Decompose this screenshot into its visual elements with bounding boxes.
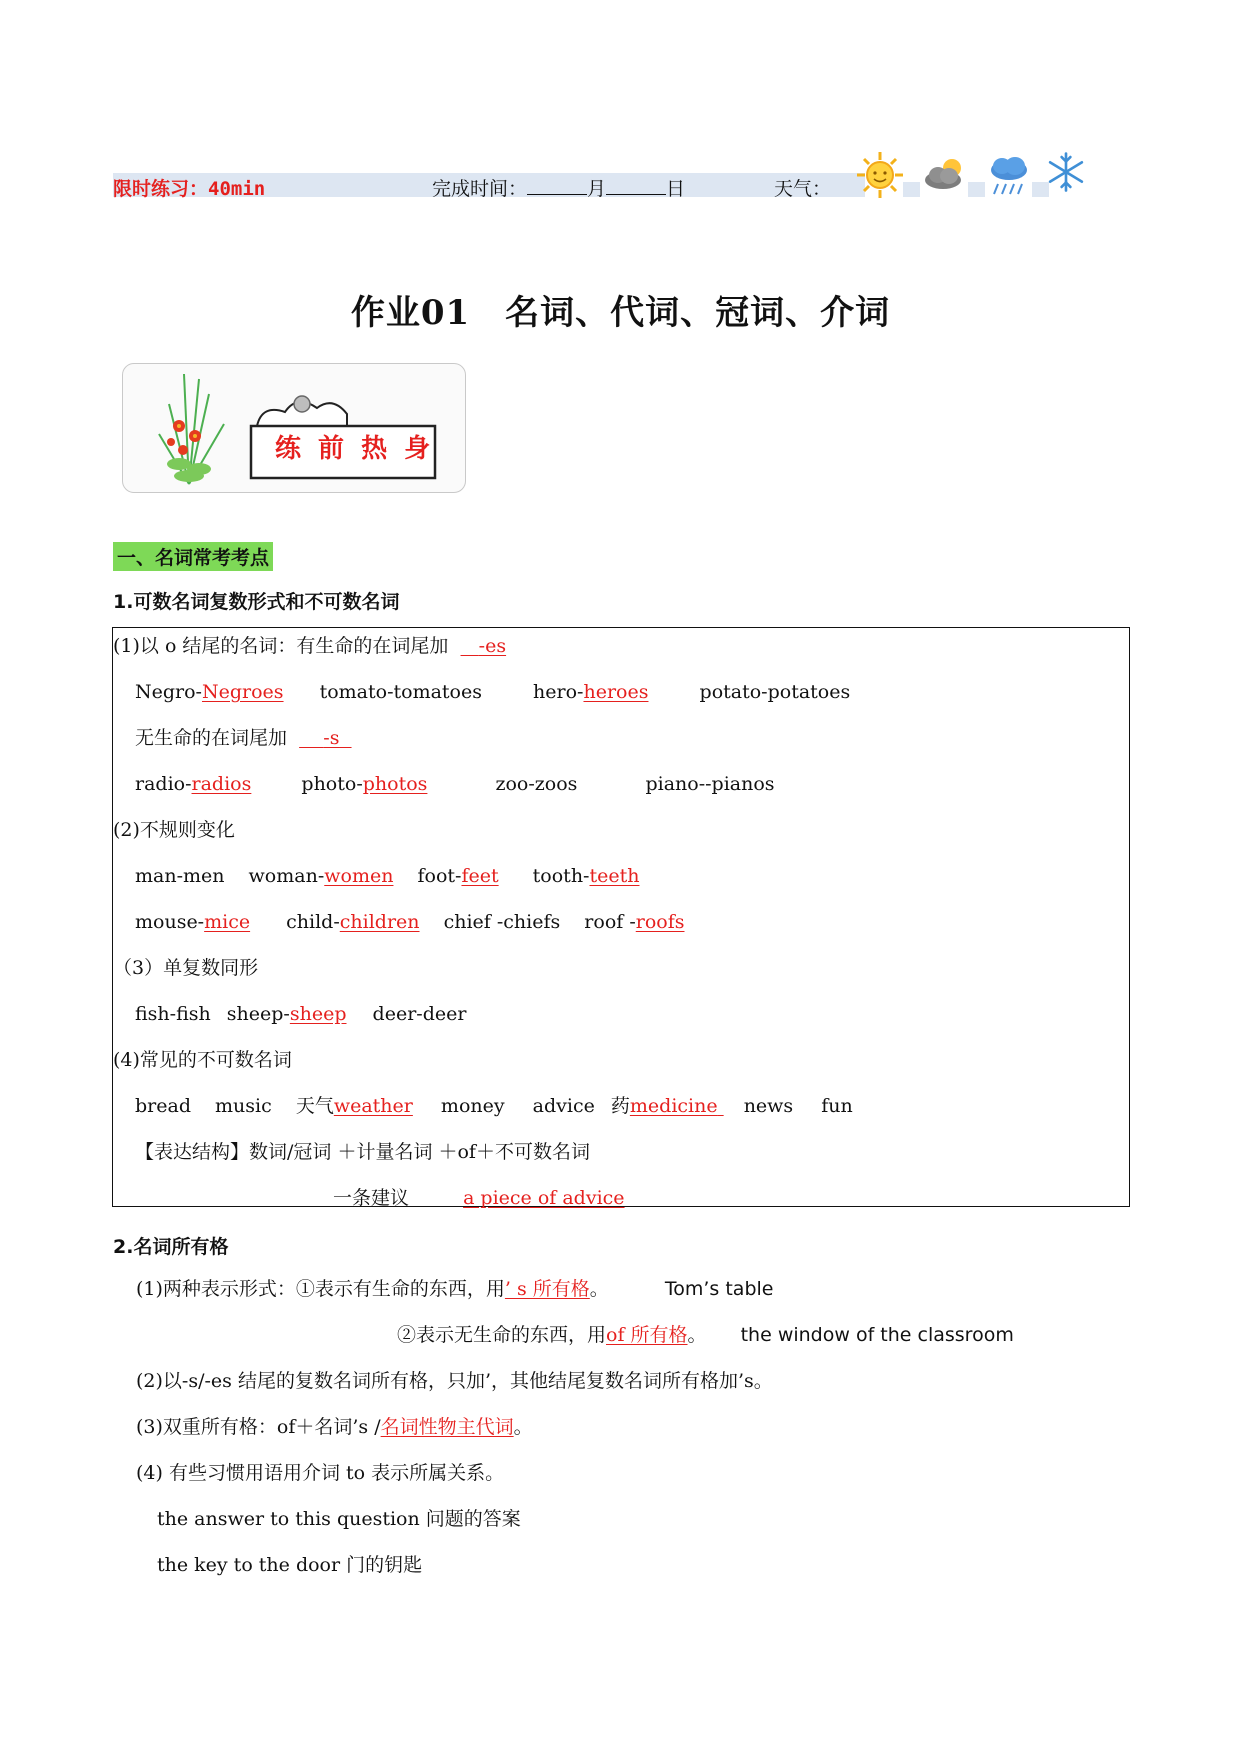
day-blank[interactable]: [606, 178, 666, 195]
answer-women: women: [324, 865, 394, 887]
cloudy-icon[interactable]: [920, 150, 970, 200]
sun-icon[interactable]: [855, 150, 905, 200]
row-irregular-2: mouse-mice child-children chief -chiefs roof -roofs: [135, 911, 685, 933]
day-label: 日: [666, 178, 686, 200]
answer-photos: photos: [362, 773, 428, 795]
answer-heroes: heroes: [583, 681, 649, 703]
row-o-animate: Negro-Negroes tomato-tomatoes hero-heroes potato-potatoes: [135, 681, 851, 703]
rule-2: (2)不规则变化: [113, 819, 235, 841]
answer-children: children: [339, 911, 420, 933]
possessive-rule-1b: ②表示无生命的东西，用of 所有格。 the window of the classroom: [397, 1324, 1014, 1346]
plural-nouns-box: [112, 627, 1130, 1207]
answer-weather: weather: [333, 1095, 413, 1117]
subheading-possessive: 2.名词所有格: [113, 1236, 229, 1258]
answer-mice: mice: [204, 911, 251, 933]
possessive-rule-2: (2)以-s/-es 结尾的复数名词所有格，只加’，其他结尾复数名词所有格加’s。: [136, 1370, 773, 1392]
rule-1-label: (1)以 o 结尾的名词：有生命的在词尾加: [113, 635, 449, 657]
flower-plant-icon: [139, 364, 239, 490]
example-answer: the answer to this question 问题的答案: [157, 1508, 521, 1530]
answer-possessive-pronoun: 名词性物主代词: [380, 1416, 514, 1438]
answer-s: -s: [323, 727, 340, 749]
subheading-plural: 1.可数名词复数形式和不可数名词: [113, 591, 400, 613]
answer-piece-of-advice: a piece of advice: [463, 1187, 625, 1209]
answer-radios: radios: [191, 773, 252, 795]
possessive-rule-3: (3)双重所有格：of＋名词’s /名词性物主代词。: [136, 1416, 533, 1438]
weather-label: 天气：: [774, 178, 832, 200]
rule-4: (4)常见的不可数名词: [113, 1049, 292, 1071]
icon-gap: [903, 182, 920, 197]
snow-icon[interactable]: [1044, 150, 1088, 194]
month-blank[interactable]: [527, 178, 587, 195]
structure-note: 【表达结构】数词/冠词 ＋计量名词 ＋of＋不可数名词: [135, 1141, 590, 1163]
row-o-inanimate: radio-radios photo-photos zoo-zoos piano--pianos: [135, 773, 775, 795]
answer-feet: feet: [461, 865, 499, 887]
row-same-form: fish-fish sheep-sheep deer-deer: [135, 1003, 467, 1025]
answer-es: -es: [478, 635, 507, 657]
example-key: the key to the door 门的钥匙: [157, 1554, 423, 1576]
icon-gap: [968, 182, 985, 197]
page-title: 作业01 名词、代词、冠词、介词: [350, 293, 891, 333]
rain-icon[interactable]: [984, 150, 1034, 200]
example-toms-table: Tom’s table: [664, 1278, 774, 1300]
done-label: 完成时间：: [432, 178, 528, 200]
rule-1b: 无生命的在词尾加 -s: [135, 726, 352, 750]
rule-1: [113, 634, 506, 658]
possessive-rule-1a: (1)两种表示形式：①表示有生命的东西，用’ s 所有格。 Tom’s table: [136, 1278, 774, 1300]
answer-sheep: sheep: [289, 1003, 347, 1025]
example-advice: 一条建议 a piece of advice: [333, 1187, 625, 1209]
row-irregular-1: man-men woman-women foot-feet tooth-teeth: [135, 865, 640, 887]
answer-s-possessive: ’ s 所有格: [504, 1278, 590, 1300]
answer-of-possessive: of 所有格: [606, 1324, 688, 1346]
answer-medicine: medicine: [629, 1095, 718, 1117]
completion-time: [432, 174, 685, 201]
warm-up-label: 练 前 热 身: [275, 434, 435, 464]
example-window: the window of the classroom: [740, 1324, 1014, 1346]
answer-teeth: teeth: [589, 865, 640, 887]
warm-up-badge: [122, 363, 466, 493]
section-heading: 一、名词常考考点: [113, 542, 273, 571]
possessive-rule-4: (4) 有些习惯用语用介词 to 表示所属关系。: [136, 1462, 505, 1484]
month-label: 月: [587, 178, 607, 200]
answer-roofs: roofs: [635, 911, 685, 933]
row-uncountable: bread music 天气weather money advice 药medicine news fun: [135, 1095, 853, 1117]
time-limit: 限时练习：40min: [113, 178, 266, 200]
rule-3: （3）单复数同形: [113, 957, 259, 979]
answer-negroes: Negroes: [201, 681, 284, 703]
